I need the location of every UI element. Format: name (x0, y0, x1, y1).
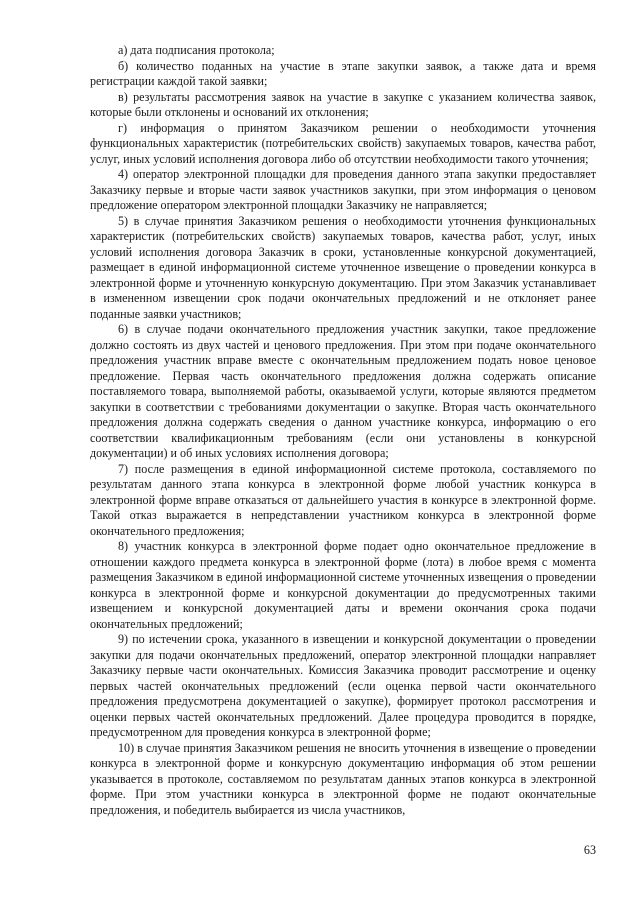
paragraph-b-applications-count: б) количество поданных на участие в этапе закупки заявок, а также дата и время регистрации каждой такой заявки; (90, 58, 596, 88)
paragraph-8-single-offer: 8) участник конкурса в электронной форме подает одно окончательное предложение в отношении каждого предмета конкурса в электронной форме (лота) в любое время с момента размещения Заказчиком в единой информационной системе уточненных извещения о проведении конкурса в электронной форме и конкурсной документации до предусмотренных такими извещением и конкурсной документацией даты и времени окончания срока подачи окончательных предложений; (90, 539, 596, 631)
paragraph-7-refusal: 7) после размещения в единой информационной системе протокола, составляемого по результатам данного этапа конкурса в электронной форме любой участник конкурса в электронной форме вправе отказаться от дальнейшего участия в конкурсе в электронной форме. Такой отказ выражается в непредставлении участником конкурса в электронной форме окончательного предложения; (90, 461, 596, 538)
paragraph-6-final-offer: 6) в случае подачи окончательного предложения участник закупки, такое предложение должно состоять из двух частей и ценового предложения. При этом при подаче окончательного предложения участник вправе вместе с окончательным предложением подать новое ценовое предложение. Первая часть окончательного предложения должна содержать описание поставляемого товара, выполняемой работы, оказываемой услуги, которые являются предметом закупки в соответствии с требованиями документации о закупке. Вторая часть окончательного предложения должна содержать сведения о данном участнике конкурса, информацию о его соответствии квалификационным требованиям (если они установлены в конкурсной документации) и об иных условиях исполнения договора; (90, 322, 596, 460)
paragraph-9-deadline-expiry: 9) по истечении срока, указанного в извещении и конкурсной документации о проведении закупки для подачи окончательных предложений, оператор электронной площадки направляет Заказчику первые части окончательных. Комиссия Заказчика проводит рассмотрение и оценку первых частей окончательных предложений (если оценка первой части окончательного предложения предусмотрена документацией о закупке), формирует протокол рассмотрения и оценки первых частей окончательных предложений. Далее процедура проводится в порядке, предусмотренном для проведения конкурса в электронной форме; (90, 632, 596, 739)
paragraph-5-clarification: 5) в случае принятия Заказчиком решения о необходимости уточнения функциональных характеристик (потребительских свойств) закупаемых товаров, качества работ, услуг, иных условий исполнения договора Заказчик в сроки, установленные конкурсной документацией, размещает в единой информационной системе уточненное извещение о проведении конкурса в электронной форме и уточненную конкурсную документацию. При этом Заказчик устанавливает в измененном извещении срок подачи окончательных предложений и не отклоняет ранее поданные заявки участников; (90, 213, 596, 321)
paragraph-g-customer-decision: г) информация о принятом Заказчиком решении о необходимости уточнения функциональных характеристик (потребительских свойств) закупаемых товаров, качества работ, услуг, иных условий исполнения договора либо об отсутствии необходимости такого уточнения; (90, 120, 596, 166)
document-body (90, 43, 596, 818)
paragraph-10-no-clarification: 10) в случае принятия Заказчиком решения не вносить уточнения в извещение о проведении конкурса в электронной форме и конкурсную документацию информация об этом решении указывается в протоколе, составляемом по результатам данных этапов конкурса в электронной форме. При этом участники конкурса в электронной форме не подают окончательные предложения, и победитель выбирается из числа участников, (90, 740, 596, 817)
paragraph-a-protocol-date: а) дата подписания протокола; (118, 43, 275, 57)
paragraph-v-review-results: в) результаты рассмотрения заявок на участие в закупке с указанием количества заявок, которые были отклонены и оснований их отклонения; (90, 89, 596, 119)
page-number: 63 (583, 843, 596, 857)
paragraph-4-operator-provides: 4) оператор электронной площадки для проведения данного этапа закупки предоставляет Заказчику первые и вторые части заявок участников закупки, при этом информация о ценовом предложение оператором электронной площадки Заказчику не направляется; (90, 167, 596, 212)
